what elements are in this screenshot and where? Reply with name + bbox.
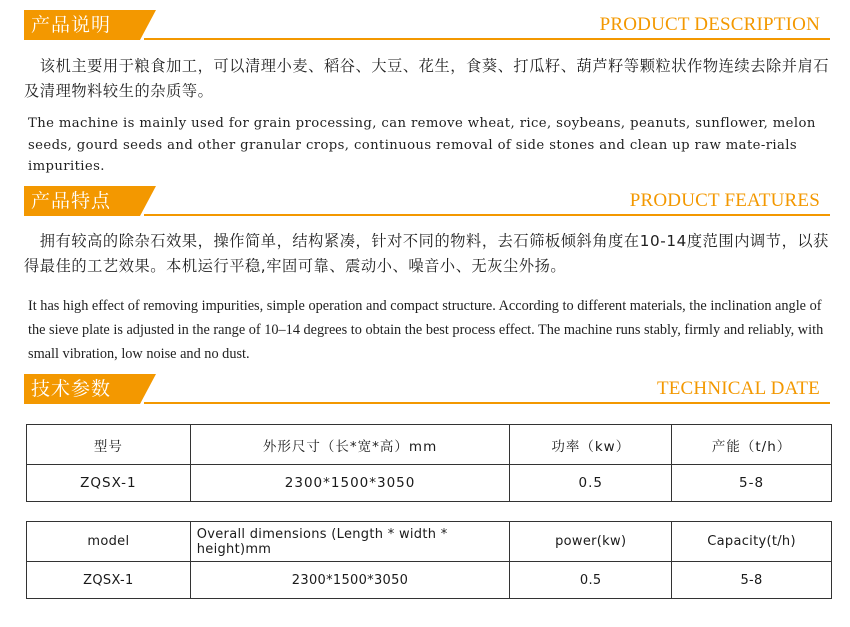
section-title-description-en: PRODUCT DESCRIPTION [599, 14, 820, 35]
section-header-features [24, 186, 830, 216]
table-header-cell: 产能（t/h） [672, 425, 832, 465]
description-en-text: The machine is mainly used for grain processing, can remove wheat, rice, soybeans, peanuts, sunflower, melon seeds, gourd seeds and other granular crops, continuous removal of side stones and clean up raw mate-rials impurities. [28, 116, 816, 174]
table-header-cell: model [27, 522, 191, 562]
table-header-cell: Capacity(t/h) [672, 522, 832, 562]
section-rule [144, 214, 830, 216]
section-header-technical [24, 374, 830, 404]
table-header-cell: Overall dimensions (Length * width * height)mm [190, 522, 510, 562]
table-row [27, 465, 832, 502]
features-cn-text: 拥有较高的除杂石效果，操作简单，结构紧凑，针对不同的物料，去石筛板倾斜角度在10-14度范围内调节，以获得最佳的工艺效果。本机运行平稳,牢固可靠、震动小、噪音小、无灰尘外扬。 [24, 232, 829, 275]
section-header-description [24, 10, 830, 40]
table-cell-dimensions: 2300*1500*3050 [190, 562, 510, 599]
section-tag-features: 产品特点 [24, 186, 140, 216]
table-header-cell: 外形尺寸（长*宽*高）mm [190, 425, 510, 465]
description-cn-text: 该机主要用于粮食加工，可以清理小麦、稻谷、大豆、花生，食葵、打瓜籽、葫芦籽等颗粒状作物连续去除并肩石及清理物料较生的杂质等。 [24, 57, 830, 100]
table-row [27, 562, 832, 599]
section-title-features-en: PRODUCT FEATURES [629, 190, 820, 211]
table-header-row [27, 522, 832, 562]
table-cell-dimensions: 2300*1500*3050 [190, 465, 510, 502]
features-en-text: It has high effect of removing impurities, simple operation and compact structure. According to different materials, the inclination angle of the sieve plate is adjusted in the range of 10–14 degrees to obtain the best process effect. The machine runs stably, firmly and reliably, with small vibration, low noise and no dust. [28, 298, 824, 362]
table-header-cell: 功率（kw） [510, 425, 672, 465]
table-cell-power: 0.5 [510, 562, 672, 599]
spec-table-en [26, 521, 832, 599]
table-cell-capacity: 5-8 [672, 465, 832, 502]
table-header-cell: 型号 [27, 425, 191, 465]
table-cell-capacity: 5-8 [672, 562, 832, 599]
table-header-row [27, 425, 832, 465]
section-rule [144, 38, 830, 40]
table-cell-model: ZQSX-1 [27, 562, 191, 599]
section-rule [144, 402, 830, 404]
spec-table-cn [26, 424, 832, 502]
table-cell-model: ZQSX-1 [27, 465, 191, 502]
table-header-cell: power(kw) [510, 522, 672, 562]
table-cell-power: 0.5 [510, 465, 672, 502]
section-title-technical-en: TECHNICAL DATE [656, 378, 820, 399]
section-tag-technical: 技术参数 [24, 374, 140, 404]
section-tag-description: 产品说明 [24, 10, 140, 40]
